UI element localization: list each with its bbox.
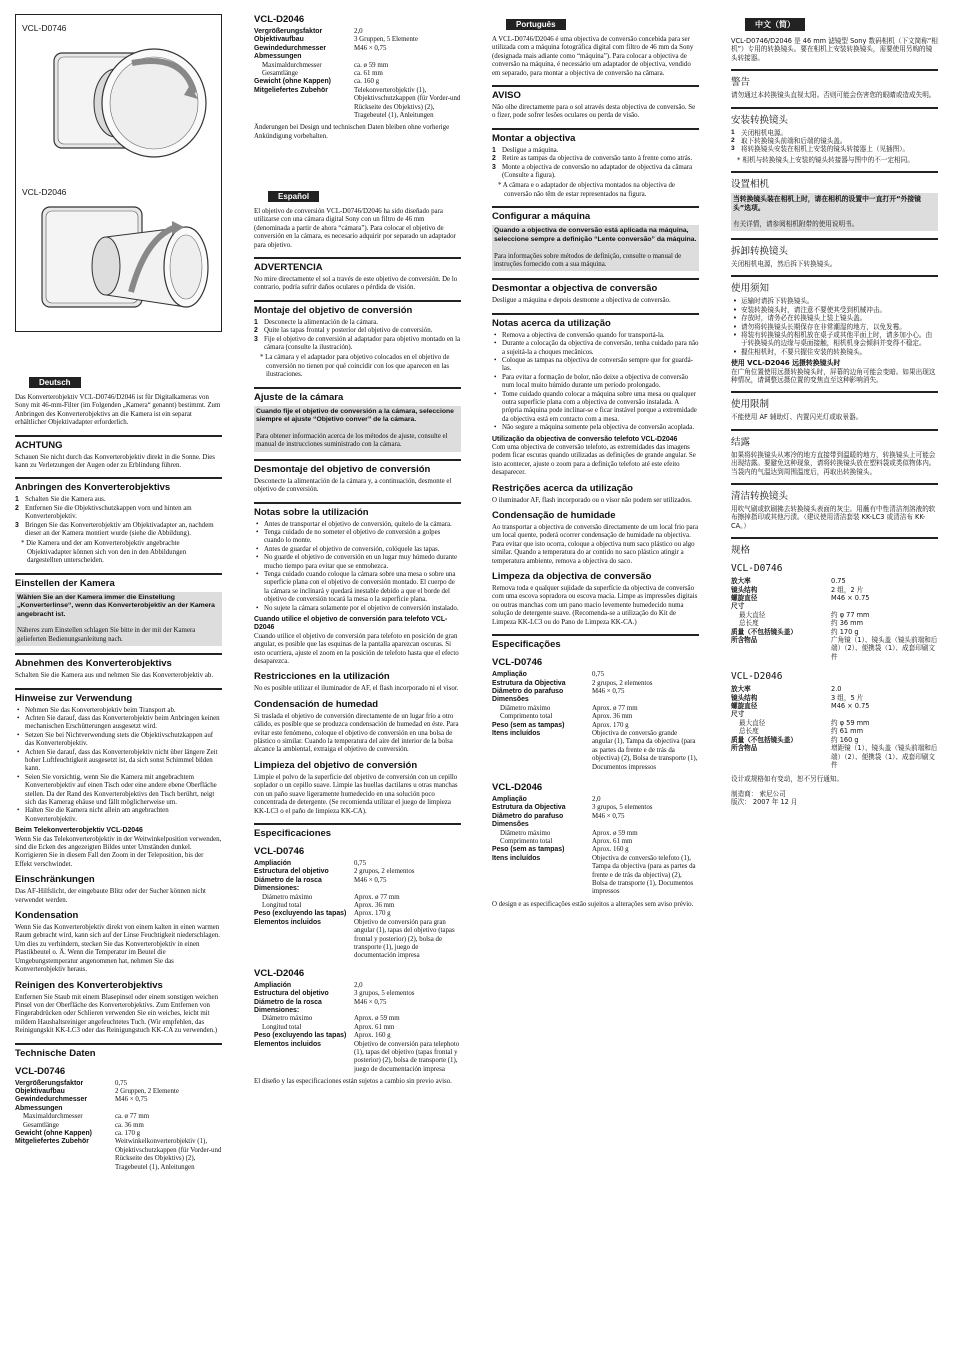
language-tab-chinese: 中文（简） [745,18,805,31]
spec-key: Dimensões [492,696,529,704]
spec-key: 总长度 [739,727,759,736]
camera-wide-lens-illustration [44,33,214,163]
remove-text: Schalten Sie die Kamera aus und nehmen Sie das Konverterobjektiv ab. [15,672,214,680]
spec-key: Diâmetro máximo [500,704,551,712]
spec-value: Aprox. ø 59 mm [592,829,638,837]
spec-key: 最大直径 [739,718,766,727]
step-1: 1 Desconecte la alimentación de la cámara. [254,318,379,326]
condensation-text: Si traslada el objetivo de conversión directamente de un lugar frío a otro cálido, es posible que se produzca condensación de humedad en éste. Para evitar este fenómeno, coloque el objetivo de conversión en una bolsa de plástico o similar. Cuando la temperatura del aire del interior de la bolsa alcance la ambiental, extraiga el objetivo de conversión. [254,712,459,754]
spec-key: Estructura del objetivo [254,868,329,876]
model-heading: VCL-D0746 [254,845,305,857]
spec-value: 约 φ 77 mm [831,610,870,619]
spec-value: Objetivo de conversión para gran angular (1), tapas del objetivo (tapas frontal y posterior) (2), bolsa de transporte (1), juego de documentación impresa [354,918,455,960]
spec-value: 2 组，2 片 [831,585,864,594]
step-2: 2 Retire as tampas da objectiva de conversão tanto à frente como atrás. [492,155,693,163]
hints-heading: 使用须知 [731,275,938,294]
hints-list [492,332,699,433]
spec-value: 2.0 [831,685,842,694]
spec-value: 约 160 g [831,735,859,744]
list-item: • Achten Sie darauf, dass das Konverterobjektiv nicht über längere Zeit hoher Luftfeuchtigkeit ausgesetzt ist, da sich sonst Schimmel bilden kann. [15,749,222,774]
spec-value: Aprox. 36 mm [354,901,395,909]
spec-value [831,602,938,610]
step-3: 3 Bringen Sie das Konverterobjektiv am Objektivadapter an, nachdem dieser an der Kamera montiert wurde (siehe die Abbildung). [15,521,214,538]
cleaning-text: 用吹气刷或软刷拂去转换镜头表面的灰尘。用蘸有中性清洁剂溶液的软布擦掉指印或其他污渍。（建议使用清洁套装 KK-LC3 或清洁布 KK-CA。） [731,504,936,530]
spec-key: Itens incluídos [492,854,541,862]
spec-value: 2 grupos, 2 elementos [354,868,415,876]
spec-value: 2,0 [592,795,601,803]
list-item: • Tenga cuidado de no someter el objetivo de conversión a golpes cuando lo monte. [254,529,461,546]
spec-key: Elementos incluidos [254,918,322,926]
warning-heading: ACHTUNG [15,435,222,451]
step-3: 3 Monte a objectiva de conversão no adaptador de objectiva da câmara (Consulte a figura). [492,163,693,180]
spec-key: Diámetro máximo [262,1015,313,1023]
remove-heading: Desmontaje del objetivo de conversión [254,459,461,475]
section-german [15,372,222,1172]
spec-value: 3 grupos, 5 elementos [592,804,653,812]
spec-value: 0,75 [592,671,605,679]
spec-key: Diámetro máximo [262,893,313,901]
spec-key: Abmessungen [15,1104,63,1112]
attach-steps [254,319,461,353]
spec-key: Diámetro de la rosca [254,876,322,884]
spec-value: ca. ø 59 mm [354,61,389,69]
limits-heading: Restrições acerca da utilização [492,482,633,494]
spec-key: Diâmetro do parafuso [492,687,564,695]
warning-text: No mire directamente el sol a través de este objetivo de conversión. De lo contrario, podría sufrir daños oculares o pérdida de visión. [254,276,458,292]
spec-value: Aprox. 61 mm [354,1023,395,1031]
tele-heading: Cuando utilice el objetivo de conversión para telefoto VCL-D2046 [254,616,448,632]
attach-note: * A câmara e o adaptador de objectiva montados na objectiva de conversão não têm de estar representados na figura. [498,182,675,198]
step-2: 2 取下转换镜头前端和后端的镜头盖。 [731,137,847,146]
spec-table [254,982,461,1074]
spec-key: Ampliação [492,795,527,803]
warning-heading: ADVERTENCIA [254,257,461,273]
spec-value [592,821,699,829]
spec-key: 镜头结构 [731,585,758,594]
spec-value: Telekonverterobjektiv (1), Objektivschutzkappen (für Vorder-und Rückseite des Objektivs) (2), Tragebeutel (1), Anleitungen [354,86,461,120]
limits-heading: Einschränkungen [15,874,95,886]
spec-value: Objectiva de conversão telefoto (1), Tampa da objectiva (para as partes da frente e de trás da objectiva) (2), Bolsa de transporte (1), Documentos impressos [592,854,696,896]
spec-key: Peso (excluyendo las tapas) [254,1032,347,1040]
spec-key: Gewindedurchmesser [15,1096,87,1104]
specs-heading: Especificações [492,634,699,650]
spec-key: 总长度 [739,619,759,628]
model-heading: VCL-D0746 [492,657,543,669]
spec-value: 0,75 [354,859,367,867]
spec-key: 放大率 [731,685,751,694]
step-3: 3 Fije el objetivo de conversión al adaptador para objetivo montado en la cámara (consulte la ilustración). [254,335,461,352]
attach-heading: Anbringen des Konverterobjektivs [15,477,222,493]
tele-text: Com uma objectiva de conversão telefoto, as extremidades das imagens podem ficar escuras quando utilizadas as definições de grande angular. Se isto acontecer, ajuste o zoom para a definição telefoto até este efeito desaparecer. [492,444,696,477]
list-item: • Durante a colocação da objectiva de conversão, tenha cuidado para não a sujeitá-la a choques mecânicos. [492,340,699,357]
spec-key: Objektivaufbau [15,1087,65,1095]
spec-value: M46 × 0,75 [354,44,387,52]
spec-key: 最大直径 [739,610,766,619]
step-2: 2 Entfernen Sie die Objektivschutzkappen vorn und hinten am Konverterobjektiv. [15,504,192,521]
spec-key: 螺旋直径 [731,594,758,602]
cleaning-heading: 清洁转换镜头 [731,483,938,502]
list-item: • Halten Sie die Kamera nicht allein am angebrachten Konverterobjektiv. [15,807,222,824]
model-heading: VCL-D0746 [15,1065,66,1077]
spec-key: 所含物品 [731,744,758,753]
spec-key: Gesamtlänge [23,1121,59,1129]
condensation-text: Ao transportar a objectiva de conversão directamente de um local frio para um local quente, poderá ocorrer condensação de humidade na objectiva. Para evitar que isto ocorra, coloque a objectiva num saco plástico ou algo similar. Quando a temperatura do ar contido no saco plástico atingir a temperatura ambiente, remova a objectiva do saco. [492,524,699,565]
spec-table [254,860,461,961]
model-heading: VCL-D2046 [254,14,305,25]
spec-value [592,696,699,704]
spec-value: 约 36 mm [831,619,864,628]
spec-key: Ampliação [492,671,527,679]
intro-text: Das Konverterobjektiv VCL-D0746/D2046 ist für Digitalkameras von Sony mit 46-mm-Filter (im Folgenden „Kamera“ genannt) bestimmt. Zum Anbringen des Konverterobjektivs an die Kamera ist ein separat erhältlicher Objektivadapter erforderlich. [15,394,221,427]
spec-value: M46 × 0,75 [592,687,625,695]
spec-table [731,685,938,769]
spec-value: ca. 160 g [354,78,380,86]
spec-key: Vergrößerungsfaktor [254,28,323,35]
limits-heading: 使用限制 [731,391,938,410]
list-item: • Setzen Sie bei Nichtverwendung stets die Objektivschutzkappen auf das Konverterobjektiv. [15,732,222,749]
list-item: • 将装有转换镜头的相机放在桌子或其他平面上时，请多加小心。由于转换镜头的边缘与桌面接触，相机机身会倾斜并变得不稳定。 [731,331,938,348]
list-item: • Remova a objectiva de conversão quando for transportá-la. [492,332,699,340]
spec-value: Aprox. ø 59 mm [354,1015,400,1023]
hints-heading: Notas acerca da utilização [492,313,699,329]
list-item: • 握住相机时，不要只握住安装的转换镜头。 [731,348,938,356]
setup-heading: 设置相机 [731,171,938,190]
tele-heading: 使用 VCL-D2046 远摄转换镜头时 [731,359,841,368]
remove-text: 关闭相机电源，然后拆下转换镜头。 [731,259,837,268]
tele-text: Cuando utilice el objetivo de conversión para telefoto en posición de gran angular, es posible que las esquinas de la pantalla aparezcan oscuras. Si esto ocurriera, ajuste el zoom en la posición de telefoto hasta que el efecto desaparezca. [254,632,459,666]
condensation-text: 如果将转换镜头从寒冷的地方直接带到温暖的地方，转换镜头上可能会出现结露。要避免这种现象，请将转换镜头放在塑料袋或类似物体内。当袋内的气温达到周围温度后，再取出转换镜头。 [731,450,936,476]
spec-table [15,1080,222,1172]
specs-heading: Technische Daten [15,1043,222,1059]
condensation-heading: Condensação de humidade [492,510,616,522]
attach-heading: Montaje del objetivo de conversión [254,300,461,316]
list-item: • Achten Sie darauf, dass das Konverterobjektiv beim Anbringen keinen mechanischen Erschütterungen ausgesetzt wird. [15,715,222,732]
remove-heading: Abnehmen des Konverterobjektivs [15,653,222,669]
model-heading: VCL-D2046 [254,967,305,979]
spec-value: 约 170 g [831,627,859,636]
spec-value: 2 grupos, 2 elementos [592,679,653,687]
spec-key: Dimensiones: [254,885,300,893]
spec-key: Diâmetro do parafuso [492,812,564,820]
warning-text: Schauen Sie nicht durch das Konverterobjektiv direkt in die Sonne. Dies kann zu Verletzungen der Augen oder zu Erblindung führen. [15,453,215,470]
spec-key: 所含物品 [731,636,758,645]
list-item: • 安装转换镜头时，请注意不要使其受到机械冲击。 [731,306,938,314]
spec-value [115,1105,222,1113]
list-item: • Não segure a máquina somente pela objectiva de conversão acoplada. [492,424,699,432]
attach-heading: 安装转换镜头 [731,107,938,126]
list-item: • 运输时请拆下转换镜头。 [731,297,938,305]
list-item: • Antes de transportar el objetivo de conversión, quítelo de la cámara. [254,521,461,529]
spec-value [354,53,461,61]
spec-value: 2,0 [354,28,363,35]
spec-key: 放大率 [731,577,751,586]
spec-key: Maximaldurchmesser [23,1113,83,1121]
spec-value [354,885,461,893]
spec-table [254,28,461,120]
spec-value: M46 × 0,75 [354,998,387,1006]
spec-value: 0,75 [115,1079,128,1087]
spec-key: Estrutura da Objectiva [492,804,566,812]
attach-steps [492,147,699,181]
condensation-text: Wenn Sie das Konverterobjektiv direkt von einem kalten in einen warmen Raum gebracht wird, kann sich auf der Linse Feuchtigkeit niederschlagen. Um dies zu verhindern, stecken Sie das Konverterobjektiv in einen Plastikbeutel o. Ä. Wenn die Temperatur im Beutel die Umgebungstemperatur angenommen hat, nehmen Sie das Konverterobjektiv heraus. [15,924,220,974]
language-tab-portuguese: Português [506,19,566,30]
step-1: 1 关闭相机电源。 [731,128,788,137]
footer-text: El diseño y las especificaciones están sujetos a cambio sin previo aviso. [254,1078,452,1086]
specs-heading: 规格 [731,537,938,556]
hints-heading: Notas sobre la utilización [254,502,461,518]
spec-value: Aprox. 170 g [354,910,391,918]
setup-box: Quando a objectiva de conversão está aplicada na máquina, seleccione sempre a definição “Lente conversão” da máquina. Para informações sobre métodos de definição, consulte o manual de instruções fornecido com a sua máquina. [492,225,699,271]
step-1: 1 Schalten Sie die Kamera aus. [15,496,106,504]
model-heading: VCL-D2046 [731,671,783,683]
spec-value: Aprox. ø 77 mm [354,893,400,901]
limits-text: O iluminador AF, flash incorporado ou o visor não podem ser utilizados. [492,496,692,504]
intro-text: VCL-D0746/D2046 是 46 mm 滤镜型 Sony 数码相机（下文简称“相机”）专用的转换镜头。要在相机上安装转换镜头，需要使用另购的镜头转接器。 [731,37,938,62]
spec-value: Aprox. 160 g [354,1032,391,1040]
hints-heading: Hinweise zur Verwendung [15,688,222,704]
spec-table [492,796,699,897]
model-heading: VCL-D2046 [492,781,543,793]
language-tab-spanish: Español [268,191,319,202]
spec-key: 螺旋直径 [731,702,758,711]
spec-value: Aprox. ø 77 mm [592,704,638,712]
cleaning-text: Remova toda e qualquer sujidade da superfície da objectiva de conversão com uma escova sopradora ou escova macia. Limpe as impressões digitais ou outras manchas com um pano macio levemente humedecido numa solução de detergente suave. (Recomenda-se a utilização do Kit de Limpeza KK-LC3 ou do Pano de Limpeza KK-CA.) [492,585,698,626]
tele-text: 在广角位置使用远摄转换镜头时，屏幕的边角可能会变暗。如果出现这种情况，请调整远摄位置的变焦直至这种影响消失。 [731,367,936,384]
spec-key: Abmessungen [254,53,302,61]
spec-key: Comprimento total [500,838,553,845]
attach-note: * 相机与转换镜头上安装的镜头转接器与图中的不一定相同。 [737,155,914,164]
spec-table [731,577,938,661]
spec-key: Estructura del objetivo [254,990,329,998]
spec-key: 质量（不包括镜头盖） [731,627,797,636]
spec-key: Longitud total [262,901,302,909]
intro-text: El objetivo de conversión VCL-D0746/D2046 ha sido diseñado para utilizarse con una cámara digital Sony con un filtro de 46 mm (denominada a partir de ahora “cámara”). Para colocar el objetivo de conversión en la cámara, es necesario adquirir por separado un adaptador para objetivo. [254,208,456,249]
spec-key: 镜头结构 [731,693,758,702]
cleaning-heading: Limpieza del objetivo de conversión [254,759,418,771]
spec-value: 2 Gruppen, 2 Elemente [115,1087,179,1095]
intro-text: A VCL-D0746/D2046 é uma objectiva de conversão concebida para ser utilizada com a máquina fotográfica digital com filtro de 46 mm da Sony (designada mais adiante como “máquina”). Para colocar a objectiva de conversão na máquina, é necessário um adaptador de objectiva, vendido em separado, para montar a objectiva de conversão na câmara. [492,36,694,77]
limits-text: 不能使用 AF 辅助灯、内置闪光灯或取景器。 [731,413,863,422]
tele-heading: Beim Telekonverterobjektiv VCL-D2046 [15,827,143,835]
setup-heading: Configurar a máquina [492,206,699,222]
list-item: • Tenga cuidado cuando coloque la cámara sobre una mesa o sobre una superficie plana con el objetivo de conversión montado. El cuerpo de la cámara se inclinará y quedará inestable debido a que el borde del objetivo de conversión tocará la mesa o la superficie plana. [254,571,461,605]
section-portuguese [492,14,699,912]
spec-key: Maximaldurchmesser [262,61,322,69]
list-item: • Seien Sie vorsichtig, wenn Sie die Kamera mit angebrachtem Konverterobjektiv auf einen Tisch oder eine andere ebene Oberfläche stellen. Da der Rand des Konverterobjektivs den Tisch berührt, neigt sich das Kamerag ehäuse und fällt möglicherweise um. [15,774,222,808]
setup-box: 当转换镜头装在相机上时，请在相机的设置中一直打开“外接镜头”选项。 有关详情，请参阅相机附带的使用说明书。 [731,193,938,231]
spec-value: ca. 36 mm [115,1121,144,1129]
spec-value: ca. 61 mm [354,70,383,78]
spec-key: Peso (sem as tampas) [492,721,565,729]
spec-key: Estrutura da Objectiva [492,679,566,687]
spec-value: 3 grupos, 5 elementos [354,990,415,998]
footer-text: O design e as especificações estão sujeitos a alterações sem aviso prévio. [492,900,694,908]
spec-value: ca. 170 g [115,1129,141,1137]
attach-note: * Die Kamera und der am Konverterobjektiv angebrachte Objektivadapter können sich von den in den Abbildungen dargestellten unterscheiden. [21,540,187,565]
tele-heading: Utilização da objectiva de conversão telefoto VCL-D2046 [492,435,678,443]
warning-heading: 警告 [731,69,938,88]
spec-key: 尺寸 [731,602,745,611]
condensation-heading: Condensación de humedad [254,698,379,710]
spec-value: Weitwinkelkonverterobjektiv (1), Objektivschutzkappen (für Vorder-und Rückseite des Objektivs) (2), Tragebeutel (1), Anleitungen [115,1138,222,1171]
model-heading: VCL-D0746 [731,563,783,575]
spec-key: Itens incluídos [492,729,541,737]
setup-heading: Einstellen der Kamera [15,573,222,589]
limits-text: Das AF-Hilfslicht, der eingebaute Blitz oder der Sucher können nicht verwendet werden. [15,888,206,904]
section-chinese [731,14,938,810]
spec-value: 3 组，5 片 [831,693,864,702]
spec-key: Ampliación [254,981,292,989]
spec-key: Objektivaufbau [254,36,304,44]
setup-box: Cuando fije el objetivo de conversión a la cámara, seleccione siempre el ajuste “Objetivo conver” de la cámara. Para obtener información acerca de los métodos de ajuste, consulte el manual de instrucciones suministrado con la cámara. [254,406,461,452]
warning-text: Não olhe directamente para o sol através desta objectiva de conversão. Se o fizer, pode sofrer lesões oculares ou perda de visão. [492,104,696,120]
spec-key: Peso (excluyendo las tapas) [254,910,347,918]
illustration-frame [15,14,222,332]
spec-value: 2,0 [354,981,363,989]
list-item: • Para evitar a formação de bolor, não deixe a objectiva de conversão num local muito húmido durante um período prolongado. [492,374,699,391]
spec-key: Gewicht (ohne Kappen) [15,1129,92,1137]
figure-label-d0746: VCL-D0746 [22,23,67,33]
cleaning-heading: Reinigen des Konverterobjektivs [15,979,163,991]
spec-key: Mitgeliefertes Zubehör [254,86,328,94]
attach-steps [15,496,222,538]
spec-value: ca. ø 77 mm [115,1113,150,1121]
spec-key: Dimensões [492,821,529,829]
setup-box: Wählen Sie an der Kamera immer die Einstellung „Konverterlinse“, wenn das Konverterobjektiv an der Kamera angebracht ist. Näheres zum Einstellen schlagen Sie bitte in der mit der Kamera gelieferten Bedienungsanleitung nach. [15,592,222,646]
tele-text: Wenn Sie das Telekonverterobjektiv in der Weitwinkelposition verwenden, sind die Ecken des angezeigten Bildes unter Umständen dunkel. Korrigieren Sie in diesem Fall den Zoom in der Teleposition, bis der Effekt verschwindet. [15,835,222,868]
spec-value: 约 61 mm [831,727,864,736]
spec-value: Aprox. 160 g [592,846,629,854]
spec-key: Peso (sem as tampas) [492,846,565,854]
spec-key: Gewicht (ohne Kappen) [254,78,331,86]
step-1: 1 Desligue a máquina. [492,146,559,154]
list-item: • Nehmen Sie das Konverterobjektiv beim Transport ab. [15,707,222,715]
cleaning-text: Entfernen Sie Staub mit einem Blasepinsel oder einem sonstigen weichen Pinsel von der Oberfläche des Konverterobjektivs. Zum Entfernen von Fingerabdrücken oder Schlieren verwenden Sie ein weiches, leicht mit mildem Haushaltsreiniger angefeuchtetes Tuch. (Wir empfehlen, das Reinigungskit KK-LC3 oder das Reinigungstuch KK-CA zu verwenden.) [15,993,219,1035]
remove-heading: 拆卸转换镜头 [731,238,938,257]
spec-value [354,1007,461,1015]
condensation-heading: 结露 [731,429,938,448]
spec-key: Diâmetro máximo [500,829,551,837]
spec-table [492,671,699,772]
spec-value: Aprox. 36 mm [592,713,633,721]
spec-key: Gesamtlänge [262,70,298,78]
figure-label-d2046: VCL-D2046 [22,187,67,197]
camera-tele-lens-illustration [36,197,216,322]
spec-value: 3 Gruppen, 5 Elemente [354,36,418,44]
spec-value: Aprox. 61 mm [592,838,633,845]
list-item: • No sujete la cámara solamente por el objetivo de conversión instalado. [254,605,461,613]
limits-text: No es posible utilizar el iluminador de AF, el flash incorporado ni el visor. [254,685,459,693]
warning-heading: AVISO [492,85,699,101]
spec-key: Diámetro de la rosca [254,998,322,1006]
spec-key: Longitud total [262,1023,302,1031]
manufacturer-text: 制造商： 索尼公司 [731,789,786,798]
list-item: • No guarde el objetivo de conversión en un lugar muy húmedo durante mucho tiempo para evitar que se enmohezca. [254,554,461,571]
spec-value: M46 × 0,75 [354,876,387,884]
warning-text: 请勿通过本转换镜头直视太阳。否则可能会伤害您的眼睛或造成失明。 [731,91,936,100]
spec-value: M46 × 0,75 [115,1096,148,1104]
cleaning-text: Limpie el polvo de la superficie del objetivo de conversión con un cepillo soplador o un cepillo suave. Limpie las huellas dactilares u otras manchas con un paño suave ligeramente humedecido en una solución poco concentrada de detergente. (Se recomienda utilizar el juego de limpieza KK-LC3 o el paño de limpieza KK-CA). [254,773,458,815]
spec-value: Aprox. 170 g [592,721,629,729]
spec-key: Comprimento total [500,713,553,721]
remove-heading: Desmontar a objectiva de conversão [492,278,699,294]
step-3: 3 将转换镜头安装在相机上安装的镜头转接器上（见插图）。 [731,145,910,154]
attach-note: * La cámara y el adaptador para objetivo colocados en el objetivo de conversión no tienen por qué coincidir con los que aparecen en las ilustraciones. [260,354,450,379]
limits-heading: Restricciones en la utilización [254,671,390,683]
list-item: • 存放时，请务必在转换镜头上装上镜头盖。 [731,314,938,322]
spec-key: Vergrößerungsfaktor [15,1079,84,1087]
setup-heading: Ajuste de la cámara [254,387,461,403]
spec-value: 0.75 [831,577,846,586]
attach-heading: Montar a objectiva [492,128,699,144]
spec-key: Dimensiones: [254,1007,300,1014]
spec-key: 质量（不包括镜头盖） [731,735,797,744]
spec-key: Mitgeliefertes Zubehör [15,1138,89,1146]
section-spanish [254,186,461,1090]
spec-key: Ampliación [254,859,292,867]
remove-text: Desconecte la alimentación de la cámara y, a continuación, desmonte el objetivo de conversión. [254,477,452,494]
step-2: 2 Quite las tapas frontal y posterior del objetivo de conversión. [254,327,433,335]
spec-key: 尺寸 [731,710,745,719]
specs-heading: Especificaciones [254,823,461,839]
spec-key: Gewindedurchmesser [254,44,326,52]
hints-list [731,297,938,356]
attach-steps [731,129,938,154]
condensation-heading: Kondensation [15,910,79,922]
list-item: • 请勿将转换镜头长期保存在非常潮湿的地方，以免发霉。 [731,323,938,331]
section-german-continued [254,14,461,144]
cleaning-heading: Limpeza da objectiva de conversão [492,571,652,583]
list-item: • Tome cuidado quando colocar a máquina sobre uma mesa ou qualquer outra superfície plana com a objectiva de conversão instalada. A própria máquina pode inclinar-se e ficar instável porque a extremidade da objectiva está em contacto com a mesa. [492,391,699,425]
list-item: • Antes de guardar el objetivo de conversión, colóquele las tapas. [254,546,461,554]
language-tab-german: Deutsch [29,377,81,388]
footer-text: Änderungen bei Design und technischen Daten bleiben ohne vorherige Ankündigung vorbehalten. [254,124,450,140]
spec-value [831,710,938,718]
spec-value: M46 × 0.75 [831,594,870,602]
hints-list [254,521,461,613]
footer-text: 设计或规格如有变动，恕不另行通知。 [731,775,844,784]
list-item: • Coloque as tampas na objectiva de conversão sempre que for guardá-las. [492,357,699,374]
spec-value: 约 φ 59 mm [831,718,870,727]
spec-value: 增距镜（1）、镜头盖（镜头前端和后端）（2）、便携袋（1）、成套印刷文件 [831,744,938,769]
spec-value: M46 × 0,75 [592,812,625,820]
spec-value: Objectiva de conversão grande angular (1), Tampa da objectiva (para as partes da frente e de trás da objectiva) (2), Bolsa de transporte (1), Documentos impressos [592,729,698,771]
spec-value: 广角镜（1）、镜头盖（镜头前端和后端）（2）、便携袋（1）、成套印刷文件 [831,636,938,661]
spec-value: Objetivo de conversión para telephoto (1), tapas del objetivo (tapas frontal y posterior) (2), bolsa de transporte (1), juego de documentación impresa [354,1040,460,1073]
hints-list [15,707,222,825]
edition-date: 版次： 2007 年 12 月 [731,798,798,807]
remove-text: Desligue a máquina e depois desmonte a objectiva de conversão. [492,297,671,305]
spec-key: Elementos incluidos [254,1040,322,1048]
spec-value: M46 × 0.75 [831,702,870,711]
